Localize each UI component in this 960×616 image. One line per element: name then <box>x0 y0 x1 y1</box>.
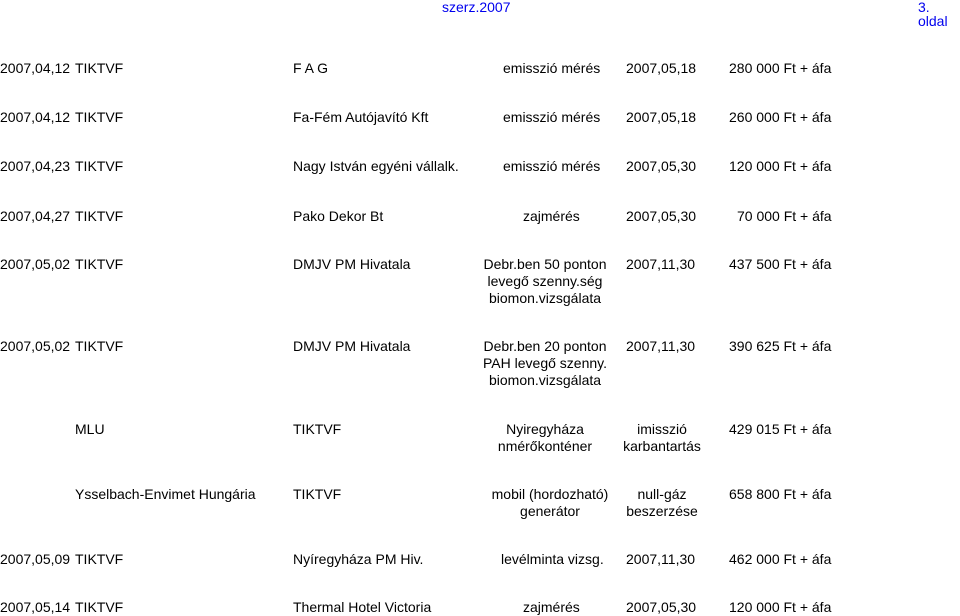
price: 462 000 Ft + áfa <box>729 551 832 567</box>
deadline: 2007,05,18 <box>626 109 697 125</box>
partner-name: Fa-Fém Autójavító Kft <box>293 109 429 125</box>
task-description <box>480 421 610 455</box>
partner-name: Thermal Hotel Victoria <box>293 599 432 615</box>
deadline: 2007,05,18 <box>626 60 697 76</box>
task-line: Debr.ben 50 ponton <box>483 256 607 272</box>
deadline: 2007,11,30 <box>626 338 696 354</box>
start-date: 2007,04,12 <box>0 109 71 125</box>
service-description <box>608 486 716 520</box>
partner-name: DMJV PM Hivatala <box>293 256 411 272</box>
task-description: zajmérés <box>523 599 580 615</box>
deadline: 2007,11,30 <box>626 256 696 272</box>
client-org: TIKTVF <box>75 158 124 174</box>
start-date: 2007,05,14 <box>0 599 71 615</box>
task-line: PAH levegő szenny. <box>483 355 607 371</box>
partner-name: F A G <box>293 60 329 76</box>
deadline: 2007,11,30 <box>626 551 696 567</box>
price: 120 000 Ft + áfa <box>729 599 832 615</box>
price: 70 000 Ft + áfa <box>737 208 832 224</box>
header-page-number: 3. oldal <box>918 0 948 29</box>
price: 390 625 Ft + áfa <box>729 338 832 354</box>
start-date: 2007,04,12 <box>0 60 71 76</box>
task-description: levélminta vizsg. <box>501 551 604 567</box>
task-line: Nyiregyháza <box>506 421 584 437</box>
task-description: zajmérés <box>523 208 580 224</box>
service-line: karbantartás <box>623 438 701 454</box>
service-line: null-gáz <box>637 486 687 502</box>
task-description <box>480 486 620 520</box>
partner-name: DMJV PM Hivatala <box>293 338 411 354</box>
task-line: biomon.vizsgálata <box>488 372 602 388</box>
service-description <box>608 421 716 455</box>
task-line: biomon.vizsgálata <box>488 290 602 306</box>
client-org: TIKTVF <box>75 109 124 125</box>
task-description <box>480 338 610 389</box>
client-org: TIKTVF <box>75 60 124 76</box>
client-org: TIKTVF <box>75 208 124 224</box>
partner-name: Nyíregyháza PM Hiv. <box>293 551 424 567</box>
start-date: 2007,05,09 <box>0 551 71 567</box>
client-org: TIKTVF <box>75 599 124 615</box>
partner-name: Pako Dekor Bt <box>293 208 384 224</box>
task-line: mobil (hordozható) <box>491 486 609 502</box>
deadline: 2007,05,30 <box>626 158 697 174</box>
partner-name: Nagy István egyéni vállalk. <box>293 158 459 174</box>
client-org: TIKTVF <box>75 551 124 567</box>
task-description <box>480 256 610 307</box>
task-line: Debr.ben 20 ponton <box>483 338 607 354</box>
service-line: imisszió <box>637 421 687 437</box>
client-org: TIKTVF <box>75 338 124 354</box>
price: 658 800 Ft + áfa <box>729 486 832 502</box>
price: 437 500 Ft + áfa <box>729 256 832 272</box>
client-org: TIKTVF <box>75 256 124 272</box>
partner-name: MLU <box>75 421 105 437</box>
deadline: 2007,05,30 <box>626 208 697 224</box>
client-org: TIKTVF <box>293 486 342 502</box>
task-line: nmérőkonténer <box>497 438 593 454</box>
task-description: emisszió mérés <box>503 109 601 125</box>
price: 260 000 Ft + áfa <box>729 109 832 125</box>
header-date-link[interactable]: szerz.2007 <box>442 0 511 15</box>
task-line: levegő szenny.ség <box>487 273 603 289</box>
price: 280 000 Ft + áfa <box>729 60 832 76</box>
start-date: 2007,05,02 <box>0 256 71 272</box>
task-line: generátor <box>520 503 580 519</box>
task-description: emisszió mérés <box>503 60 601 76</box>
start-date: 2007,04,23 <box>0 158 71 174</box>
partner-name: Ysselbach-Envimet Hungária <box>75 486 256 502</box>
deadline: 2007,05,30 <box>626 599 697 615</box>
price: 429 015 Ft + áfa <box>729 421 832 437</box>
start-date: 2007,05,02 <box>0 338 71 354</box>
start-date: 2007,04,27 <box>0 208 71 224</box>
client-org: TIKTVF <box>293 421 342 437</box>
task-description: emisszió mérés <box>503 158 601 174</box>
price: 120 000 Ft + áfa <box>729 158 832 174</box>
service-line: beszerzése <box>626 503 698 519</box>
